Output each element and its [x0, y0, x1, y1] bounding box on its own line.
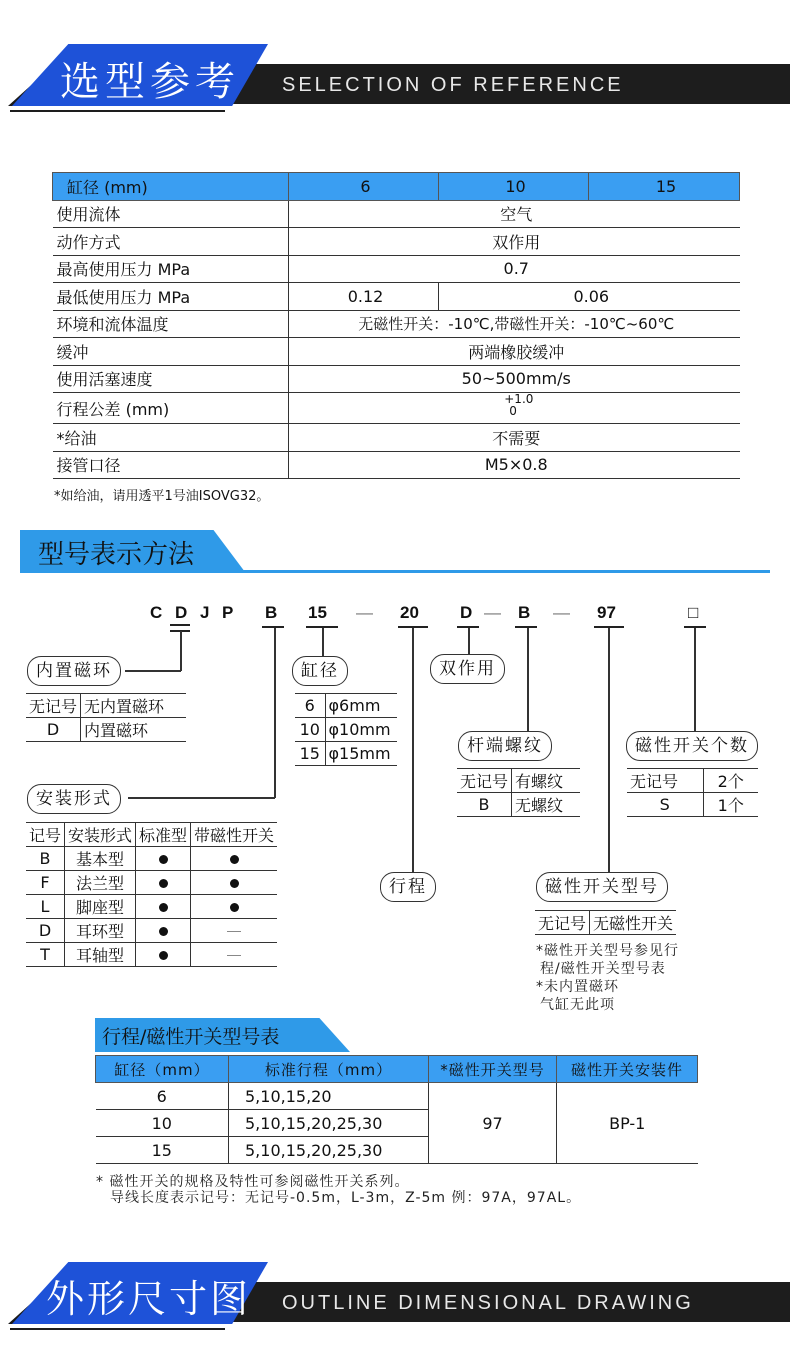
stroke-label: 行程 — [380, 872, 436, 902]
banner-title: 外形尺寸图 — [46, 1277, 252, 1321]
note-line: 导线长度表示记号：无记号-0.5m，L-3m，Z-5m 例：97A，97AL。 — [110, 1190, 582, 1206]
mount-label: 安装形式 — [27, 784, 121, 814]
table-row — [535, 911, 676, 935]
table-cell: 无螺纹 — [512, 793, 580, 817]
table-header: 标准型 — [136, 823, 191, 847]
table-row — [53, 393, 740, 424]
table-cell — [191, 919, 278, 943]
note-line: 气缸无此项 — [540, 997, 615, 1013]
code-underline — [515, 626, 537, 628]
dot-icon — [159, 927, 168, 936]
table-header: *磁性开关型号 — [429, 1056, 557, 1083]
table-row — [26, 871, 277, 895]
dot-icon — [230, 903, 239, 912]
row-value-10-15: 0.06 — [439, 283, 740, 311]
tolerance-lower: 0 — [509, 404, 517, 418]
table-cell: T — [26, 943, 65, 967]
spec-footnote: *如给油，请用透平1号油ISOVG32。 — [54, 489, 270, 504]
table-cell: 6 — [96, 1083, 229, 1110]
tolerance-upper: +1.0 — [504, 392, 534, 406]
switch-model-notes — [536, 942, 679, 1014]
section-underline — [20, 570, 770, 573]
row-label: 使用流体 — [53, 200, 289, 228]
stroke-table-title: 行程/磁性开关型号表 — [102, 1026, 280, 1048]
stroke-table-notes — [96, 1174, 581, 1206]
mount-table — [26, 822, 277, 967]
table-row — [53, 424, 740, 452]
dash-icon — [227, 931, 241, 932]
spec-header-row — [53, 173, 740, 201]
connector — [125, 670, 181, 672]
banner-title: 选型参考 — [60, 59, 240, 105]
table-cell: 6 — [295, 694, 325, 718]
table-cell — [191, 847, 278, 871]
table-cell: 1个 — [703, 793, 758, 817]
table-cell: B — [457, 793, 512, 817]
table-row — [627, 769, 758, 793]
bore-table — [295, 693, 397, 766]
connector — [412, 628, 414, 873]
table-cell: φ10mm — [325, 718, 397, 742]
table-cell: 耳轴型 — [65, 943, 136, 967]
table-cell — [191, 871, 278, 895]
code-c: C — [150, 603, 163, 622]
table-cell: 无记号 — [26, 694, 81, 718]
table-cell: 无记号 — [627, 769, 703, 793]
banner-underline — [10, 1328, 225, 1330]
rod-end-table — [457, 768, 580, 817]
table-row — [26, 823, 277, 847]
switch-count-label: 磁性开关个数 — [626, 731, 758, 761]
row-label: 环境和流体温度 — [53, 310, 289, 338]
table-row — [53, 365, 740, 393]
connector — [128, 797, 275, 799]
code-p: P — [222, 603, 234, 622]
table-header: 带磁性开关 — [191, 823, 278, 847]
table-cell: D — [26, 718, 81, 742]
table-cell: φ15mm — [325, 742, 397, 766]
table-row — [53, 451, 740, 479]
connector — [180, 631, 182, 671]
note-line: *磁性开关型号参见行 — [536, 943, 679, 959]
table-row — [53, 310, 740, 338]
table-row — [26, 847, 277, 871]
code-dash: — — [553, 603, 570, 622]
code-d: D — [175, 603, 188, 622]
table-row — [26, 943, 277, 967]
table-row — [53, 255, 740, 283]
table-row — [457, 769, 580, 793]
tolerance-value — [496, 393, 536, 419]
code-stroke: 20 — [400, 603, 419, 622]
connector — [274, 628, 276, 798]
row-value: 两端橡胶缓冲 — [289, 338, 740, 366]
code-rod-end: B — [518, 603, 531, 622]
table-cell: 5,10,15,20,25,30 — [229, 1110, 429, 1137]
row-label: *给油 — [53, 424, 289, 452]
table-cell: B — [26, 847, 65, 871]
row-label: 接管口径 — [53, 451, 289, 479]
banner-underline — [10, 110, 225, 112]
dot-icon — [230, 855, 239, 864]
bore-label: 缸径 — [292, 656, 348, 686]
row-value: 空气 — [289, 200, 740, 228]
connector — [694, 628, 696, 733]
table-row — [26, 694, 186, 718]
table-row — [53, 200, 740, 228]
row-label: 动作方式 — [53, 228, 289, 256]
spec-header-10: 10 — [439, 173, 589, 201]
banner-subtitle: OUTLINE DIMENSIONAL DRAWING — [282, 1292, 694, 1314]
magnet-table — [26, 693, 186, 742]
banner-subtitle: SELECTION OF REFERENCE — [282, 74, 624, 96]
section-title: 型号表示方法 — [38, 540, 195, 570]
table-cell — [136, 919, 191, 943]
code-switch: 97 — [597, 603, 616, 622]
table-cell: 基本型 — [65, 847, 136, 871]
row-value: 无磁性开关：-10℃,带磁性开关：-10℃~60℃ — [289, 310, 740, 338]
table-cell — [191, 895, 278, 919]
code-switch-count: □ — [688, 603, 699, 622]
table-row — [457, 793, 580, 817]
switch-model-label: 磁性开关型号 — [536, 872, 668, 902]
table-cell: 无记号 — [457, 769, 512, 793]
table-row — [53, 338, 740, 366]
row-label: 最低使用压力 MPa — [53, 283, 289, 311]
code-action: D — [460, 603, 473, 622]
row-label: 最高使用压力 MPa — [53, 255, 289, 283]
row-value — [289, 393, 740, 424]
row-value: M5×0.8 — [289, 451, 740, 479]
note-line: 程/磁性开关型号表 — [540, 961, 666, 977]
note-line: * 磁性开关的规格及特性可参阅磁性开关系列。 — [96, 1174, 410, 1190]
table-cell: 有螺纹 — [512, 769, 580, 793]
table-cell — [136, 943, 191, 967]
spec-table — [52, 172, 740, 479]
table-row — [53, 283, 740, 311]
table-row — [295, 718, 397, 742]
table-header: 缸径（mm） — [96, 1056, 229, 1083]
dot-icon — [159, 855, 168, 864]
code-underline — [262, 626, 284, 628]
spec-header-label: 缸径 (mm) — [53, 173, 289, 201]
table-cell: 法兰型 — [65, 871, 136, 895]
dot-icon — [159, 903, 168, 912]
table-row — [96, 1083, 698, 1110]
table-cell: 2个 — [703, 769, 758, 793]
magnet-label: 内置磁环 — [27, 656, 121, 686]
table-cell: 脚座型 — [65, 895, 136, 919]
note-line: *未内置磁环 — [536, 979, 619, 995]
dash-icon — [227, 955, 241, 956]
table-cell: 耳环型 — [65, 919, 136, 943]
code-j: J — [200, 603, 210, 622]
table-cell: 无记号 — [535, 911, 590, 935]
table-cell — [191, 943, 278, 967]
table-cell: 97 — [429, 1083, 557, 1164]
code-underline — [170, 624, 190, 626]
table-row — [295, 742, 397, 766]
table-cell: 5,10,15,20 — [229, 1083, 429, 1110]
stroke-header-row — [96, 1056, 698, 1083]
code-mount: B — [265, 603, 278, 622]
table-cell: 15 — [295, 742, 325, 766]
table-cell: 无内置磁环 — [81, 694, 186, 718]
row-label: 使用活塞速度 — [53, 365, 289, 393]
table-row — [26, 895, 277, 919]
spec-header-6: 6 — [289, 173, 439, 201]
row-label: 行程公差 (mm) — [53, 393, 289, 424]
table-row — [295, 694, 397, 718]
table-header: 标准行程（mm） — [229, 1056, 429, 1083]
table-cell: 无磁性开关 — [590, 911, 677, 935]
switch-model-table — [535, 910, 676, 935]
row-value: 不需要 — [289, 424, 740, 452]
table-cell: L — [26, 895, 65, 919]
table-cell — [136, 871, 191, 895]
connector — [468, 628, 470, 654]
connector — [322, 628, 324, 656]
row-value: 双作用 — [289, 228, 740, 256]
dot-icon — [159, 951, 168, 960]
dot-icon — [230, 879, 239, 888]
table-row — [627, 793, 758, 817]
table-cell: 10 — [295, 718, 325, 742]
code-dash: — — [356, 603, 373, 622]
stroke-table — [95, 1055, 698, 1164]
table-header: 记号 — [26, 823, 65, 847]
code-dash: — — [484, 603, 501, 622]
table-header: 磁性开关安装件 — [557, 1056, 698, 1083]
table-row — [53, 228, 740, 256]
table-cell: φ6mm — [325, 694, 397, 718]
dot-icon — [159, 879, 168, 888]
row-value: 50~500mm/s — [289, 365, 740, 393]
row-label: 缓冲 — [53, 338, 289, 366]
table-cell: 内置磁环 — [81, 718, 186, 742]
table-cell: 15 — [96, 1137, 229, 1164]
connector — [608, 628, 610, 873]
table-row — [26, 718, 186, 742]
table-cell: 5,10,15,20,25,30 — [229, 1137, 429, 1164]
rod-end-label: 杆端螺纹 — [458, 731, 552, 761]
row-value-6: 0.12 — [289, 283, 439, 311]
table-cell: F — [26, 871, 65, 895]
table-row — [26, 919, 277, 943]
table-header: 安装形式 — [65, 823, 136, 847]
table-cell: BP-1 — [557, 1083, 698, 1164]
code-bore: 15 — [308, 603, 327, 622]
table-cell — [136, 847, 191, 871]
action-label: 双作用 — [430, 654, 505, 684]
table-cell — [136, 895, 191, 919]
connector — [527, 628, 529, 733]
table-cell: 10 — [96, 1110, 229, 1137]
row-value: 0.7 — [289, 255, 740, 283]
switch-count-table — [627, 768, 758, 817]
table-cell: S — [627, 793, 703, 817]
table-cell: D — [26, 919, 65, 943]
spec-header-15: 15 — [589, 173, 740, 201]
